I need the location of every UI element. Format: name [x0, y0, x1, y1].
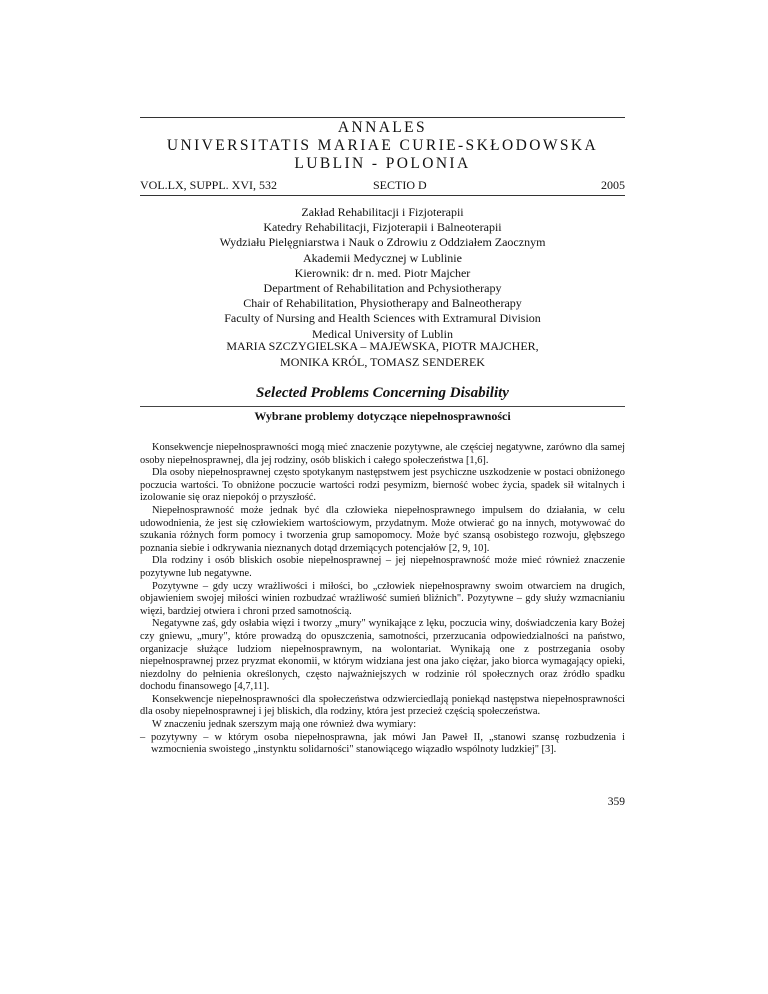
affiliation-line: Zakład Rehabilitacji i Fizjoterapii	[301, 205, 464, 219]
body-paragraph: Pozytywne – gdy uczy wrażliwości i miłości, bo „człowiek niepełnosprawny swoim otwarciem na drugich, objawieniem swojej miłości winien rozbudzać wrażliwość sumień bliźnich". Pozytywne – gdy służy wzmacnianiu więzi, bardziej otwiera i chroni przed samotnością.	[140, 580, 625, 617]
masthead-line: UNIVERSITATIS MARIAE CURIE-SKŁODOWSKA	[166, 137, 599, 154]
list-item: – pozytywny – w którym osoba niepełnosprawna, jak mówi Jan Paweł II, „stanowi szansę rozbudzenia i wzmocnienia swoistego „instynktu solidarności" stanowiącego wiązadło wspólnoty ludzkiej" [3].	[140, 732, 625, 757]
section-info: SECTIO D	[373, 178, 427, 192]
body-paragraph: Negatywne zaś, gdy osłabia więzi i tworzy „mury" wynikające z lęku, poczucia winy, doświadczenia kary Bożej czy gniewu, „mury", które prowadzą do opuszczenia, samotności, przerzucania odpowiedzialności na państwo, organizacje służące ludziom niepełnosprawnym, na wolontariat. Wynikają one z postrzegania osoby niepełnosprawnej przez pryzmat ekonomii, w którym widziana jest ona jako ciężar, jako biorca wymagający opieki, niezdolny do pełnienia określonych, często najważniejszych w rodzinie ról społecznych oraz źródło spadku dochodu finansowego [4,7,11].	[140, 618, 625, 693]
author-line: MONIKA KRÓL, TOMASZ SENDEREK	[280, 354, 485, 369]
body-paragraph: Niepełnosprawność może jednak być dla człowieka niepełnosprawnego impulsem do działania, w celu udowodnienia, że jest się człowiekiem wartościowym, przydatnym. Może otwierać go na innych, motywować do szukania różnych form pomocy i tworzenia grup samopomocy. Może być szansą osobistego rozwoju, głębszego poznania siebie i odkrywania nieznanych dotąd drzemiących potencjałów [2, 9, 10].	[140, 504, 625, 554]
article-title: Selected Problems Concerning Disability	[256, 385, 509, 401]
masthead-line: ANNALES	[337, 119, 428, 136]
title-rule	[140, 406, 625, 407]
affiliation-line: Medical University of Lublin	[312, 326, 453, 341]
year-info: 2005	[601, 178, 625, 192]
body-paragraph: Dla osoby niepełnosprawnej często spotykanym następstwem jest psychiczne uszkodzenie w postaci obniżonego poczucia wartości. To obniżone poczucie wartości rodzi pesymizm, bierność wobec życia, spadek sił witalnych i izolowanie się oraz niepokój o przyszłość.	[140, 467, 625, 504]
journal-masthead	[140, 119, 625, 173]
page-number: 359	[607, 796, 625, 808]
body-paragraph: W znaczeniu jednak szerszym mają one również dwa wymiary:	[152, 719, 417, 731]
masthead-line: LUBLIN - POLONIA	[294, 155, 471, 172]
affiliation-line: Chair of Rehabilitation, Physiotherapy and Balneotherapy	[243, 296, 522, 311]
author-list	[140, 339, 625, 370]
affiliation-line: Faculty of Nursing and Health Sciences with Extramural Division	[224, 311, 541, 326]
dimension-list	[140, 732, 625, 757]
header-bottom-rule	[140, 195, 625, 196]
affiliation-line: Wydziału Pielęgniarstwa i Nauk o Zdrowiu z Oddziałem Zaocznym	[219, 235, 546, 250]
header-top-rule	[140, 117, 625, 118]
author-line: MARIA SZCZYGIELSKA – MAJEWSKA, PIOTR MAJCHER,	[226, 339, 539, 353]
article-body	[140, 442, 625, 757]
affiliation-line: Katedry Rehabilitacji, Fizjoterapii i Balneoterapii	[263, 220, 502, 235]
body-paragraph: Konsekwencje niepełnosprawności mogą mieć znaczenie pozytywne, ale częściej negatywne, zarówno dla samej osoby niepełnosprawnej, dla jej rodziny, osób bliskich i całego społeczeństwa [1,6].	[140, 442, 625, 466]
body-paragraph: Konsekwencje niepełnosprawności dla społeczeństwa odzwierciedlają poniekąd następstwa niepełnosprawności dla osoby niepełnosprawnej i jej bliskich, dla rodziny, która jest przecież częścią społeczeństwa.	[140, 693, 625, 718]
body-paragraph: Dla rodziny i osób bliskich osobie niepełnosprawnej – jej niepełnosprawność może mieć również znaczenie pozytywne lub negatywne.	[140, 555, 625, 579]
affiliation-line: Kierownik: dr n. med. Piotr Majcher	[294, 265, 471, 280]
affiliation-line: Akademii Medycznej w Lublinie	[303, 250, 462, 265]
affiliation-line: Department of Rehabilitation and Pchysiotherapy	[263, 281, 502, 296]
affiliation-block	[140, 205, 625, 342]
article-subtitle: Wybrane problemy dotyczące niepełnosprawności	[254, 409, 511, 423]
volume-info: VOL.LX, SUPPL. XVI, 532	[140, 178, 278, 192]
